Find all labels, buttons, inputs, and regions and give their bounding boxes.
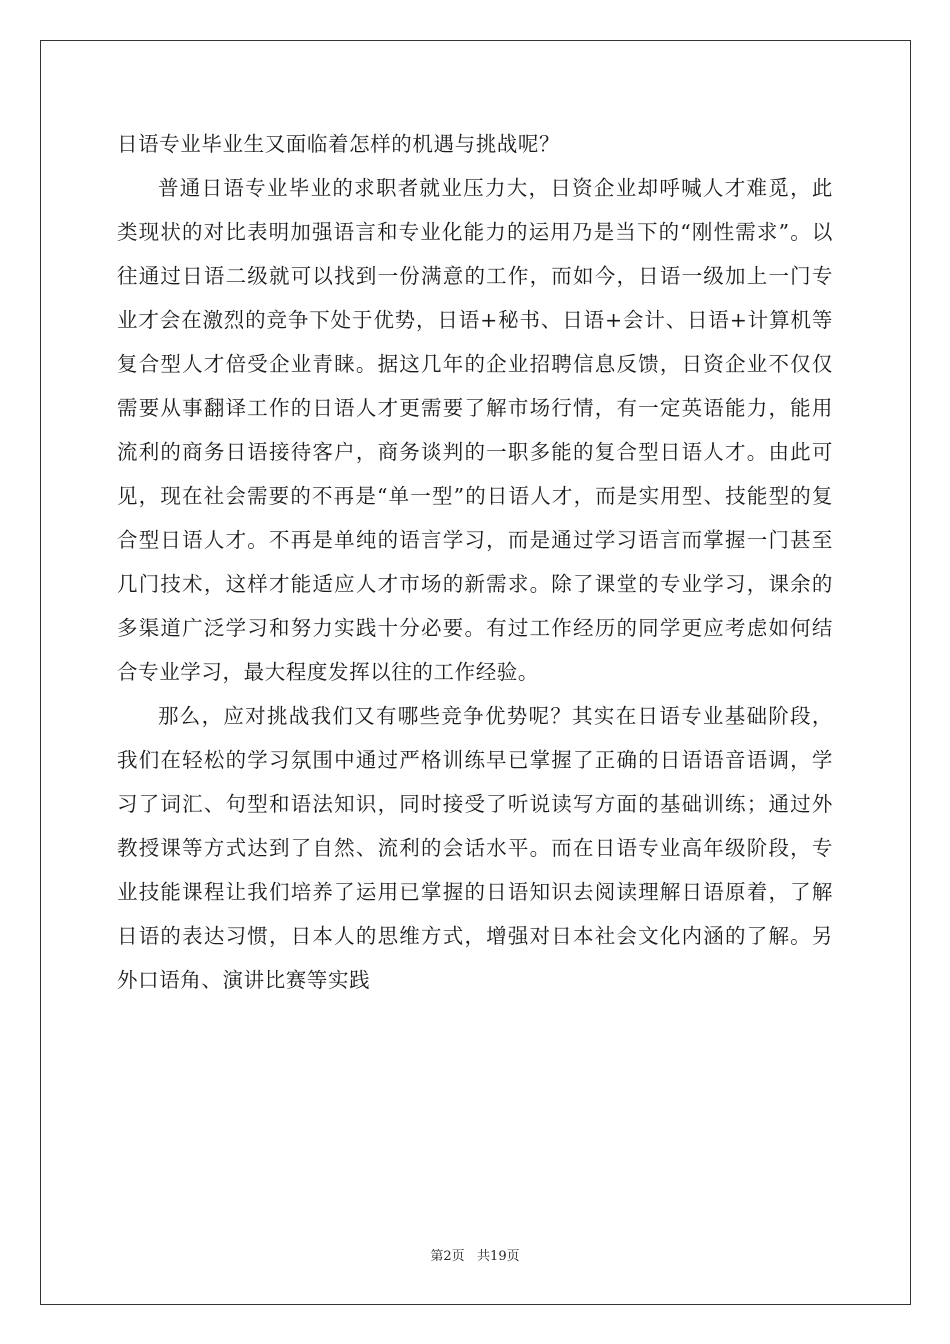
page-number-footer: 第2页 共19页	[430, 1249, 520, 1264]
document-body	[117, 122, 833, 1002]
paragraph-2: 普通日语专业毕业的求职者就业压力大，日资企业却呼喊人才难觅，此类现状的对比表明加强语言和专业化能力的运用乃是当下的“刚性需求”。以往通过日语二级就可以找到一份满意的工作，而如今，日语一级加上一门专业才会在激烈的竞争下处于优势，日语+秘书、日语+会计、日语+计算机等复合型人才倍受企业青睐。据这几年的企业招聘信息反馈，日资企业不仅仅需要从事翻译工作的日语人才更需要了解市场行情，有一定英语能力，能用流利的商务日语接待客户，商务谈判的一职多能的复合型日语人才。由此可见，现在社会需要的不再是“单一型”的日语人才，而是实用型、技能型的复合型日语人才。不再是单纯的语言学习，而是通过学习语言而掌握一门甚至几门技术，这样才能适应人才市场的新需求。除了课堂的专业学习，课余的多渠道广泛学习和努力实践十分必要。有过工作经历的同学更应考虑如何结合专业学习，最大程度发挥以往的工作经验。	[117, 176, 833, 684]
paragraph-3: 那么，应对挑战我们又有哪些竞争优势呢？其实在日语专业基础阶段，我们在轻松的学习氛围中通过严格训练早已掌握了正确的日语语音语调，学习了词汇、句型和语法知识，同时接受了听说读写方面的基础训练；通过外教授课等方式达到了自然、流利的会话水平。而在日语专业高年级阶段，专业技能课程让我们培养了运用已掌握的日语知识去阅读理解日语原着，了解日语的表达习惯，日本人的思维方式，增强对日本社会文化内涵的了解。另外口语角、演讲比赛等实践	[117, 704, 833, 992]
paragraph-1: 日语专业毕业生又面临着怎样的机遇与挑战呢？	[117, 132, 561, 156]
